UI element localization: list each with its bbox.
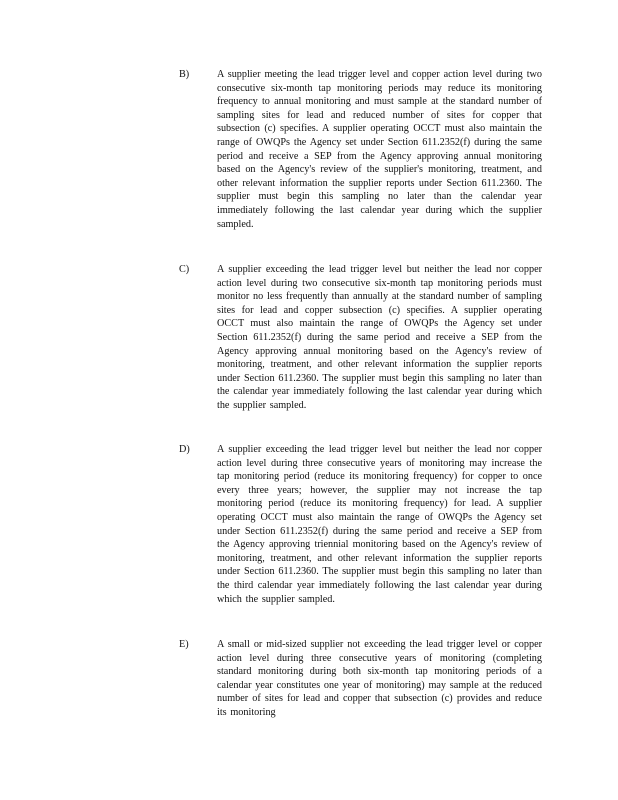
item-label: D) [179, 444, 190, 455]
item-paragraph: A supplier exceeding the lead trigger level but neither the lead nor copper action level during two consecutive six-month tap monitoring periods must monitor no less frequently than annually at the standard number of sampling sites for lead and copper subsection (c) specifies. A supplier operating OCCT must also maintain the range of OWQPs the Agency set under Section 611.2352(f) during the same period and receive a SEP from the Agency approving annual monitoring based on the Agency's review of monitoring, treatment, and other relevant information the supplier reports under Section 611.2360. The supplier must begin this sampling no later than the calendar year immediately following the last calendar year during which the supplier sampled. [217, 264, 542, 411]
item-label: C) [179, 264, 190, 275]
item-label: B) [179, 69, 190, 80]
item-label: E) [179, 639, 189, 650]
item-paragraph: A small or mid-sized supplier not exceeding the lead trigger level or copper action level during three consecutive years of monitoring (completing standard monitoring during both six-month tap monitoring periods of a calendar year constitutes one year of monitoring) may sample at the reduced number of sites for lead and copper that subsection (c) provides and reduce its monitoring [217, 639, 542, 718]
item-paragraph: A supplier meeting the lead trigger level and copper action level during two consecutive six-month tap monitoring periods may reduce its monitoring frequency to annual monitoring and must sample at the standard number of sampling sites for lead and reduced number of sites for copper that subsection (c) specifies. A supplier operating OCCT must also maintain the range of OWQPs the Agency set under Section 611.2352(f) during the same period and receive a SEP from the Agency approving annual monitoring based on the Agency's review of the supplier's monitoring, treatment, and other relevant information the supplier reports under Section 611.2360. The supplier must begin this sampling no later than the calendar year immediately following the last calendar year during which the supplier sampled. [217, 69, 542, 230]
item-paragraph: A supplier exceeding the lead trigger level but neither the lead nor copper action level during three consecutive years of monitoring may increase the tap monitoring period (reduce its monitoring frequency) for copper to once every three years; however, the supplier may not increase the tap monitoring period (reduce its monitoring frequency) for lead. A supplier operating OCCT must also maintain the range of OWQPs the Agency set under Section 611.2352(f) during the same period and receive a SEP from the Agency approving triennial monitoring based on the Agency's review of monitoring, treatment, and other relevant information the supplier reports under Section 611.2360. The supplier must begin this sampling no later than the third calendar year immediately following the last calendar year during which the supplier sampled. [217, 444, 542, 605]
